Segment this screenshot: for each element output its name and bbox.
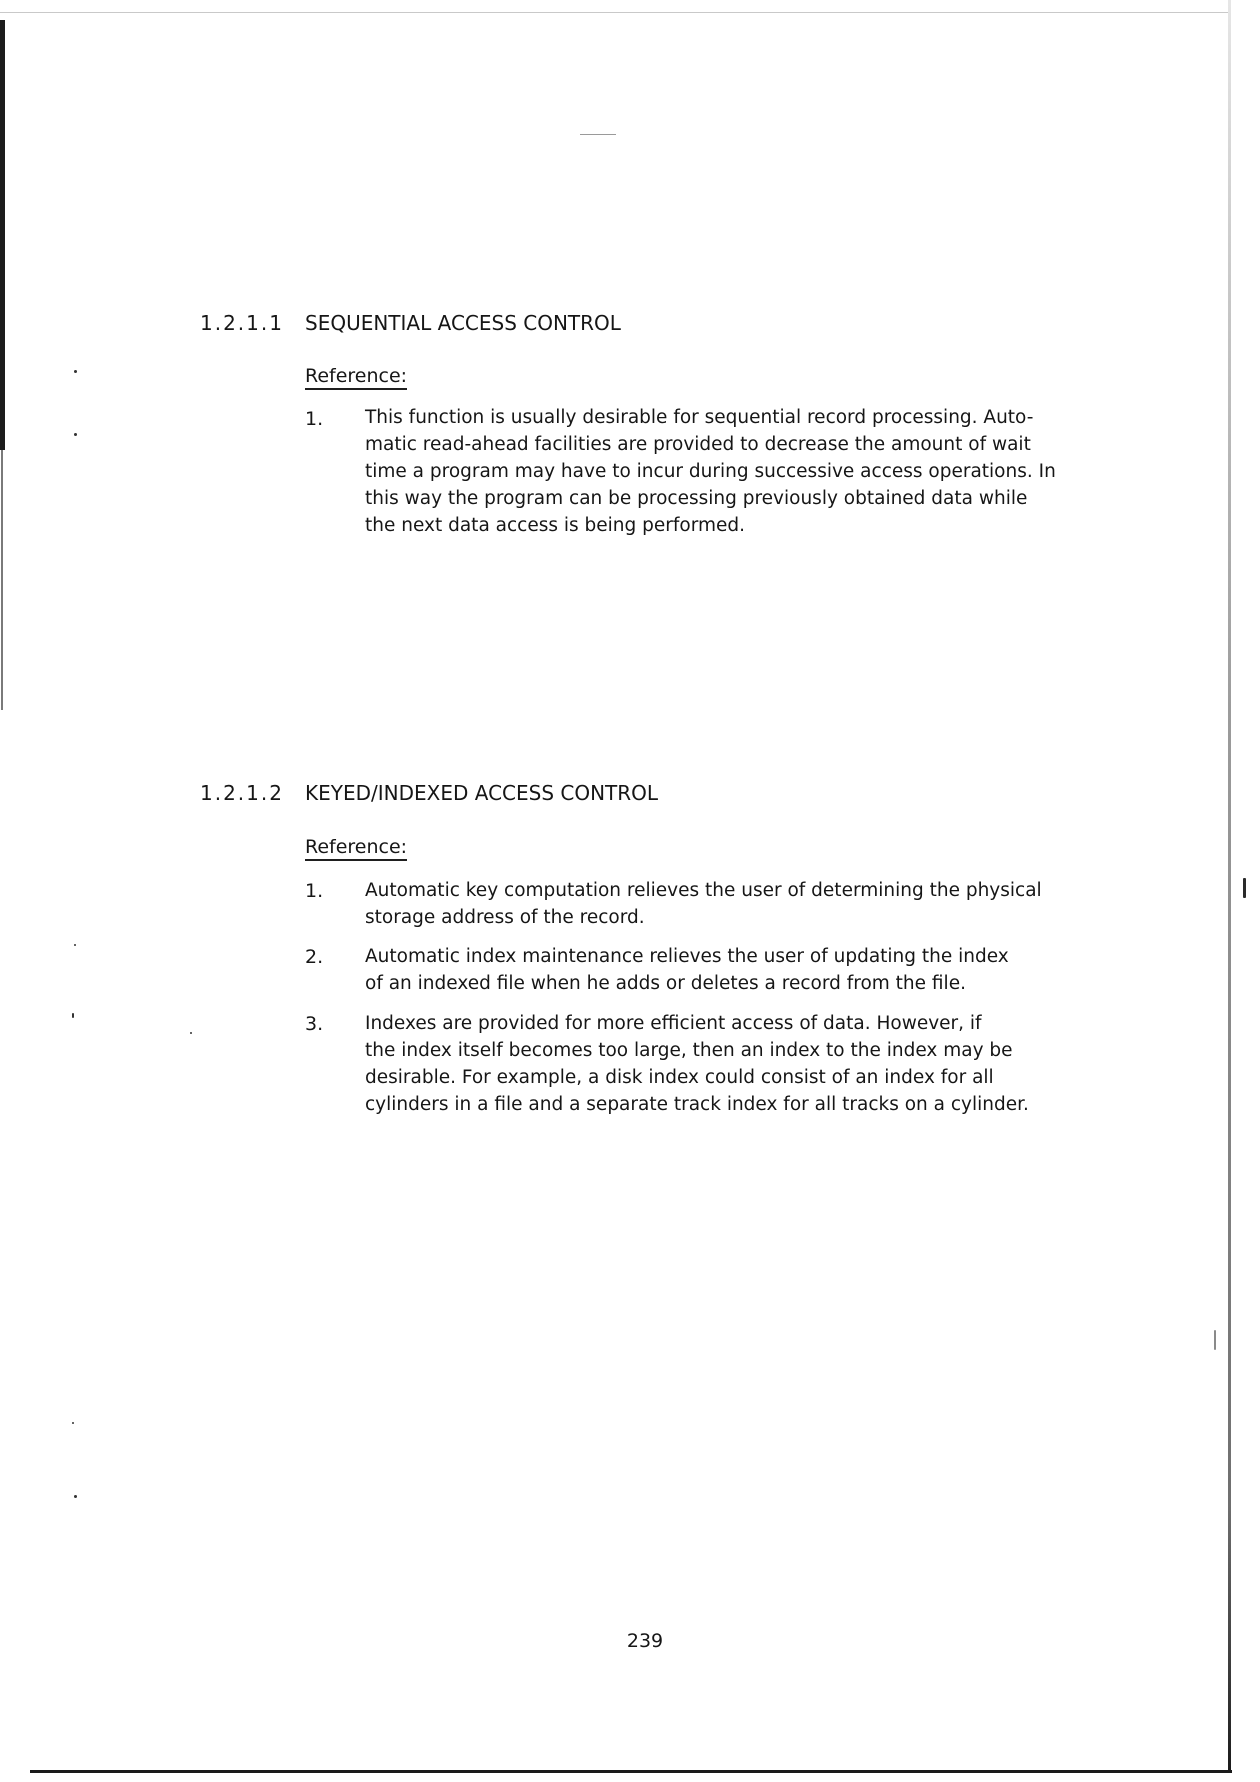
scan-speck (1243, 878, 1246, 898)
scan-right-edge (1228, 0, 1231, 1772)
list-item-number: 1. (305, 408, 324, 430)
section-number: 1.2.1.1 (200, 311, 284, 335)
scan-speck (74, 370, 77, 373)
scan-speck (74, 433, 77, 436)
list-item-text: Automatic key computation relieves the user of determining the physical storage address of the record. (365, 880, 1042, 928)
list-item-text: This function is usually desirable for sequential record processing. Auto- matic read-ahead facilities are provided to decrease the amount of wait time a program may have to incur during successive access operations. In this way the program can be processing previously obtained data while the next data access is being performed. (365, 407, 1056, 536)
reference-label: Reference: (305, 836, 407, 861)
scan-speck (190, 1032, 192, 1034)
list-item-text: Indexes are provided for more efficient access of data. However, if the index itself becomes too large, then an index to the index may be desirable. For example, a disk index could consist of an index for all cylinders in a file and a separate track index for all tracks on a cylinder. (365, 1013, 1029, 1115)
scan-left-edge (0, 20, 5, 450)
section-title: SEQUENTIAL ACCESS CONTROL (305, 311, 621, 335)
reference-label: Reference: (305, 365, 407, 390)
list-item-text: Automatic index maintenance relieves the user of updating the index of an indexed file when he adds or deletes a record from the file. (365, 946, 1009, 994)
list-item-number: 2. (305, 946, 324, 968)
scan-speck (74, 944, 76, 946)
section-number: 1.2.1.2 (200, 781, 284, 805)
scan-top-edge (0, 12, 1230, 13)
scan-dash-mark (580, 134, 616, 135)
section-title: KEYED/INDEXED ACCESS CONTROL (305, 781, 659, 805)
scan-speck (74, 1495, 77, 1498)
list-item-number: 3. (305, 1013, 324, 1035)
scan-speck (72, 1013, 74, 1018)
list-item-number: 1. (305, 880, 324, 902)
scan-bottom-edge (30, 1770, 1232, 1773)
scan-left-edge-faint (1, 450, 3, 710)
scan-speck (72, 1422, 74, 1424)
scan-speck (1214, 1330, 1216, 1350)
page-number: 239 (626, 1630, 664, 1652)
